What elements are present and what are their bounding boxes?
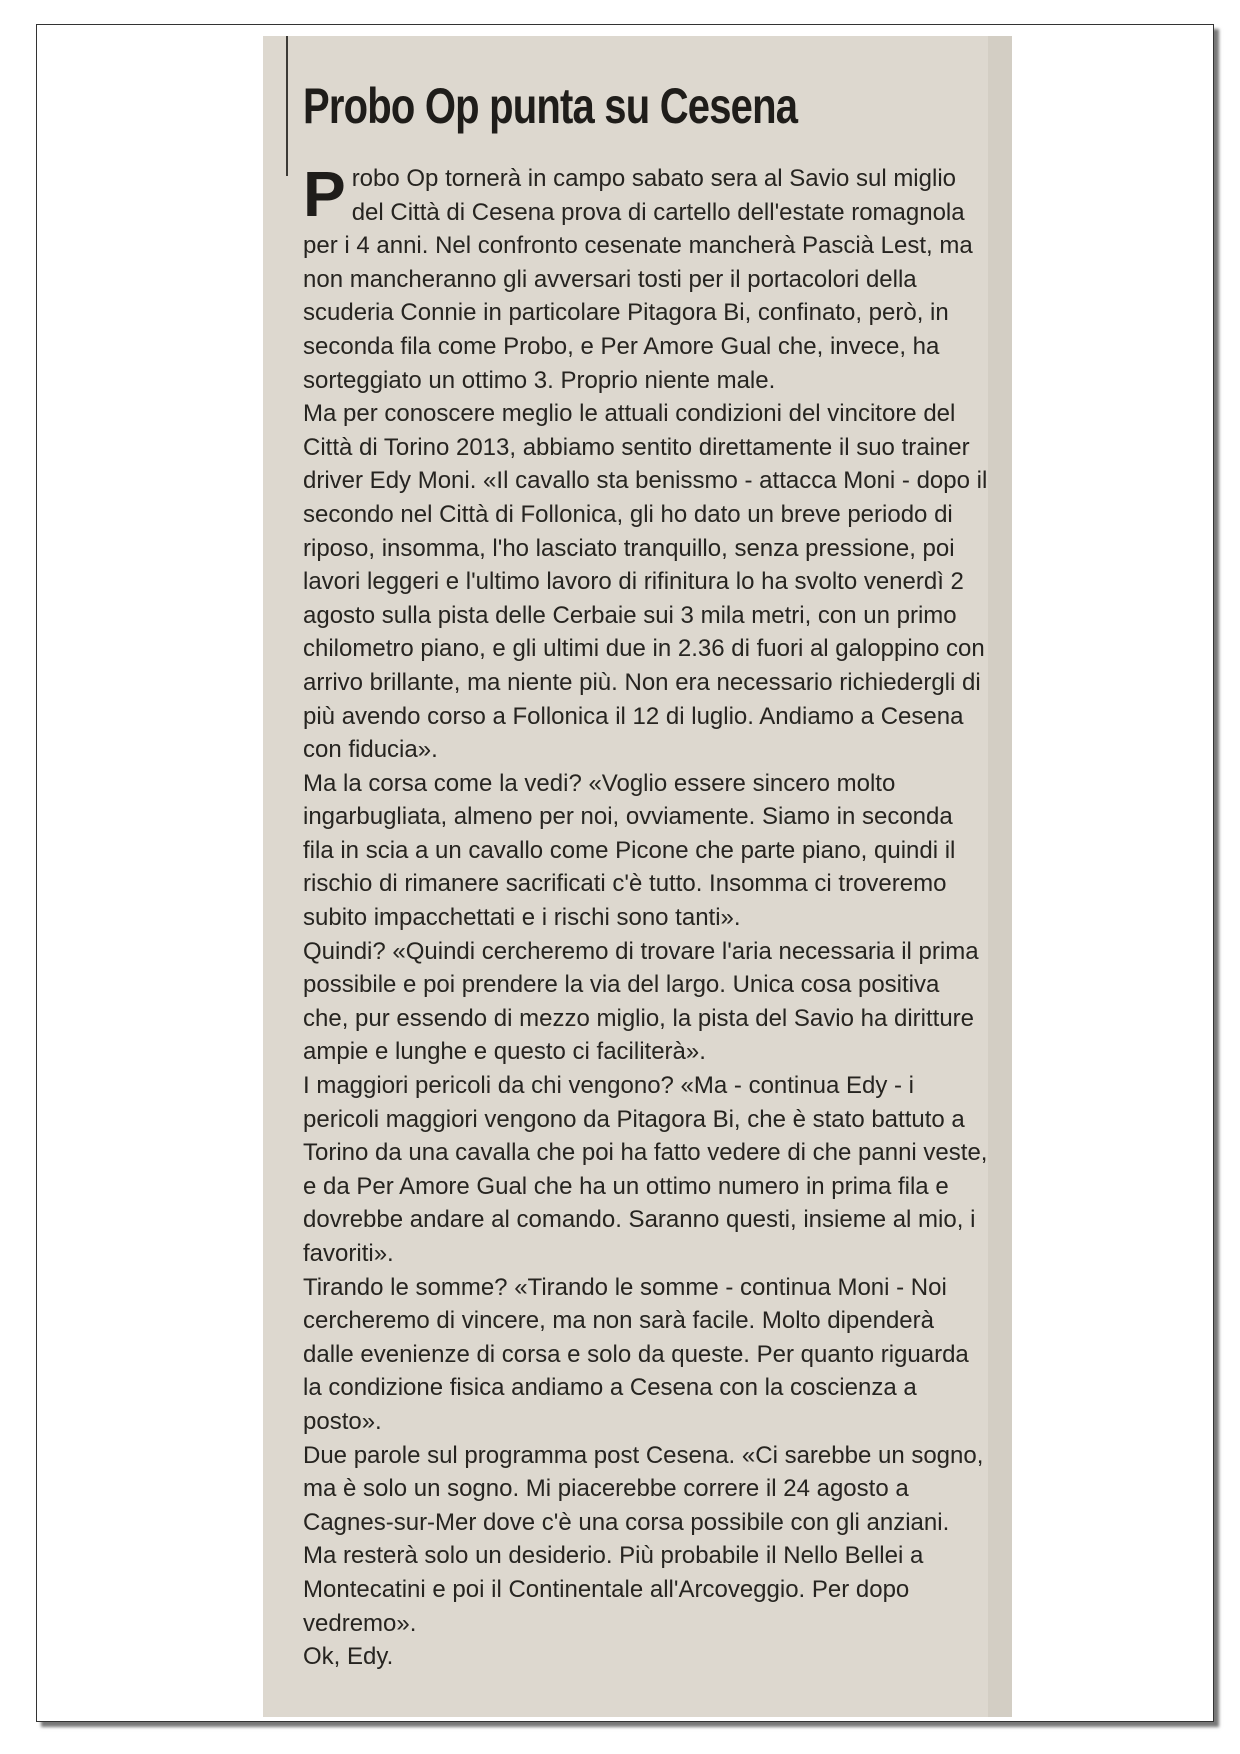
- adjacent-column-edge: [988, 36, 1012, 1717]
- paragraph: I maggiori pericoli da chi vengono? «Ma - continua Edy - i pericoli maggiori vengono da Pitagora Bi, che è stato battuto a Torino da una cavalla che poi ha fatto vedere di che panni veste, e da Per Amore Gual che ha un ottimo numero in prima fila e dovrebbe andare al comando. Saranno questi, insieme al mio, i favoriti».: [303, 1072, 988, 1267]
- paragraph: Quindi? «Quindi cercheremo di trovare l'aria necessaria il prima possibile e poi prendere la via del largo. Unica cosa positiva che, pur essendo di mezzo miglio, la pista del Savio ha diritture ampie e lunghe e questo ci faciliterà».: [303, 937, 979, 1066]
- lead-paragraph: [303, 158, 988, 397]
- paragraph: Due parole sul programma post Cesena. «Ci sarebbe un sogno, ma è solo un sogno. Mi piacerebbe correre il 24 agosto a Cagnes-sur-Mer dove c'è una corsa possibile con gli anziani. Ma resterà solo un desiderio. Più probabile il Nello Bellei a Montecatini e poi il Continentale all'Arcoveggio. Per dopo vedremo».: [303, 1441, 984, 1637]
- column-rule: [286, 36, 288, 176]
- newspaper-clipping: [263, 36, 1012, 1717]
- article-body: [303, 158, 988, 1674]
- paragraph: Ma la corsa come la vedi? «Voglio essere sincero molto ingarbugliata, almeno per noi, ovviamente. Siamo in seconda fila in scia a un cavallo come Picone che parte piano, quindi il rischio di rimanere sacrificati c'è tutto. Insomma ci troveremo subito impacchettati e i rischi sono tanti».: [303, 769, 956, 932]
- headline: Probo Op punta su Cesena: [303, 78, 798, 134]
- paragraph: Tirando le somme? «Tirando le somme - continua Moni - Noi cercheremo di vincere, ma non sarà facile. Molto dipenderà dalle evenienze di corsa e solo da queste. Per quanto riguarda la condizione fisica andiamo a Cesena con la coscienza a posto».: [303, 1273, 969, 1435]
- drop-cap: P: [303, 158, 346, 230]
- article: [303, 76, 988, 1674]
- closing-line: Ok, Edy.: [303, 1643, 394, 1671]
- lead-paragraph-text: robo Op tornerà in campo sabato sera al Savio sul miglio del Città di Cesena prova di cartello dell'estate romagnola per i 4 anni. Nel confronto cesenate mancherà Pascià Lest, ma non mancheranno gli avversari tosti per il portacolori della scuderia Connie in particolare Pitagora Bi, confinato, però, in seconda fila come Probo, e Per Amore Gual che, invece, ha sorteggiato un ottimo 3. Proprio niente male.: [303, 165, 973, 394]
- paragraph: Ma per conoscere meglio le attuali condizioni del vincitore del Città di Torino 2013, abbiamo sentito direttamente il suo trainer driver Edy Moni. «Il cavallo sta benissmo - attacca Moni - dopo il secondo nel Città di Follonica, gli ho dato un breve periodo di riposo, insomma, l'ho lasciato tranquillo, senza pressione, poi lavori leggeri e l'ultimo lavoro di rifinitura lo ha svolto venerdì 2 agosto sulla pista delle Cerbaie sui 3 mila metri, con un primo chilometro piano, e gli ultimi due in 2.36 di fuori al galoppino con arrivo brillante, ma niente più. Non era necessario richiedergli di più avendo corso a Follonica il 12 di luglio. Andiamo a Cesena con fiducia».: [303, 400, 988, 764]
